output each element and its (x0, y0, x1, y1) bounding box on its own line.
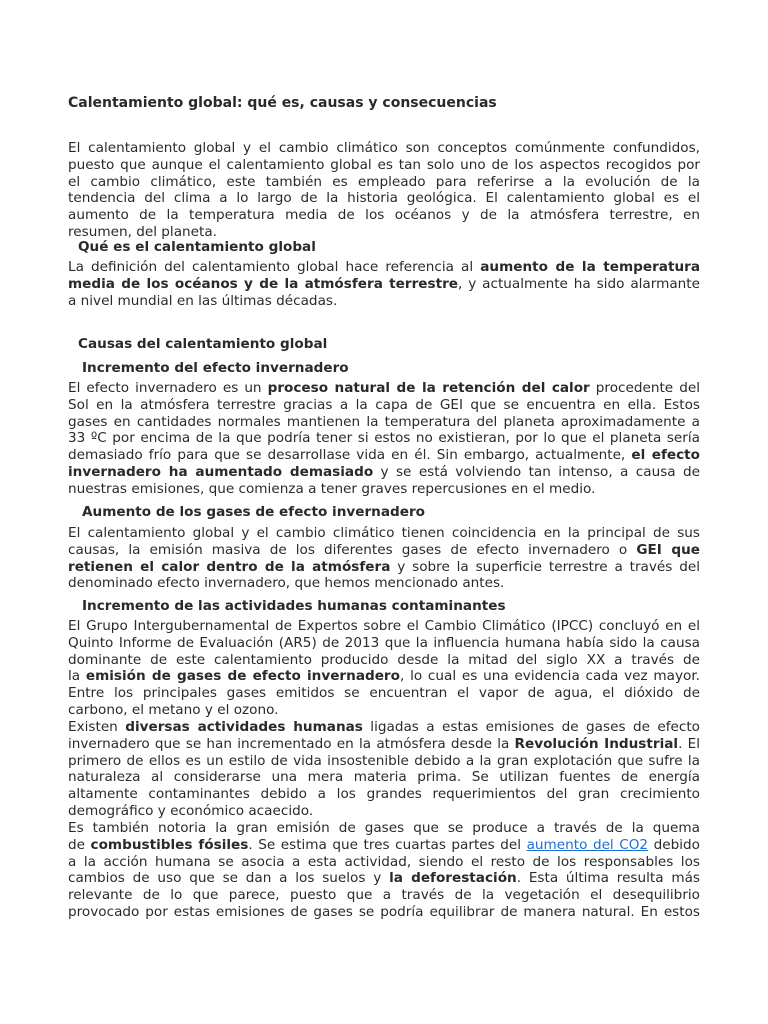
human-paragraph-3 (68, 820, 700, 921)
paragraph-line: causas, la emisión masiva de los diferentes gases de efecto invernadero o GEI que (68, 541, 700, 558)
paragraph-line: invernadero ha aumentado demasiado y se está volviendo tan intenso, a causa de (68, 463, 700, 480)
gases-paragraph (68, 525, 700, 592)
paragraph-line: La definición del calentamiento global hace referencia al aumento de la temperatura (68, 259, 700, 275)
human-paragraph-2 (68, 719, 700, 820)
paragraph-line: de combustibles fósiles. Se estima que tres cuartas partes del aumento del CO2 debido (68, 836, 700, 853)
paragraph-line: carbono, el metano y el ozono. (68, 701, 279, 718)
paragraph-line: provocado por estas emisiones de gases se podría equilibrar de manera natural. En estos (68, 903, 700, 920)
human-paragraph-1 (68, 618, 700, 719)
co2-increase-link[interactable]: aumento del CO2 (526, 836, 649, 853)
greenhouse-paragraph (68, 380, 700, 498)
what-is-paragraph (68, 259, 700, 309)
paragraph-line: invernadero que se han incrementado en la atmósfera desde la Revolución Industrial. El (68, 735, 700, 752)
paragraph-line: Sol en la atmósfera terrestre gracias a la capa de GEI que se encuentra en ella. Estos (68, 396, 700, 413)
paragraph-line: media de los océanos y de la atmósfera terrestre, y actualmente ha sido alarmante (68, 275, 700, 292)
paragraph-line: demasiado frío para que se desarrollase vida en él. Sin embargo, actualmente, el efecto (68, 447, 700, 464)
paragraph-line: El Grupo Intergubernamental de Expertos sobre el Cambio Climático (IPCC) concluyó en el (68, 618, 700, 634)
paragraph-line: retienen el calor dentro de la atmósfera y sobre la superficie terrestre a través del (68, 558, 700, 575)
paragraph-line: la emisión de gases de efecto invernadero, lo cual es una evidencia cada vez mayor. (68, 668, 700, 685)
paragraph-line: dominante de este calentamiento producido desde la mitad del siglo XX a través de (68, 651, 700, 668)
intro-line: el cambio climático, este también es empleado para referirse a la evolución de la (68, 173, 700, 190)
paragraph-line: El efecto invernadero es un proceso natural de la retención del calor procedente del (68, 380, 700, 396)
paragraph-line: Quinto Informe de Evaluación (AR5) de 2013 que la influencia humana había sido la causa (68, 634, 700, 651)
heading-gases: Aumento de los gases de efecto invernadero (82, 504, 426, 520)
paragraph-line: altamente contaminantes debido a los grandes requerimientos del gran crecimiento (68, 786, 700, 803)
heading-greenhouse: Incremento del efecto invernadero (82, 360, 349, 376)
paragraph-line: Existen diversas actividades humanas ligadas a estas emisiones de gases de efecto (68, 719, 700, 735)
intro-line: tendencia del clima a lo largo de la historia geológica. El calentamiento global es el (68, 190, 700, 207)
paragraph-line: 33 ºC por encima de la que podría tener si estos no existieran, por lo que el planeta sería (68, 430, 700, 447)
paragraph-line: gases en cantidades normales mantienen la temperatura del planeta aproximadamente a (68, 413, 700, 430)
heading-what-is: Qué es el calentamiento global (78, 239, 316, 255)
intro-line: aumento de la temperatura media de los océanos y de la atmósfera terrestre, en (68, 207, 700, 224)
paragraph-line: primero de ellos es un estilo de vida insostenible debido a la gran explotación que sufre la (68, 752, 700, 769)
paragraph-line: Entre los principales gases emitidos se encuentran el vapor de agua, el dióxido de (68, 685, 700, 702)
paragraph-line: a la acción humana se asocia a esta actividad, siendo el resto de los responsables los (68, 853, 700, 870)
paragraph-line: a nivel mundial en las últimas décadas. (68, 292, 338, 309)
heading-human-activities: Incremento de las actividades humanas contaminantes (82, 598, 506, 614)
document-title: Calentamiento global: qué es, causas y consecuencias (68, 95, 497, 111)
intro-line: puesto que aunque el calentamiento global es tan solo uno de los aspectos recogidos por (68, 156, 700, 173)
intro-line: resumen, del planeta. (68, 223, 218, 240)
heading-causes: Causas del calentamiento global (78, 336, 328, 352)
paragraph-line: nuestras emisiones, que comienza a tener graves repercusiones en el medio. (68, 480, 596, 497)
paragraph-line: relevante de lo que parece, puesto que a través de la vegetación el desequilibrio (68, 887, 700, 904)
paragraph-line: El calentamiento global y el cambio climático tienen coincidencia en la principal de sus (68, 525, 700, 541)
intro-line: El calentamiento global y el cambio climático son conceptos comúnmente confundidos, (68, 140, 700, 156)
intro-paragraph (68, 140, 700, 241)
paragraph-line: Es también notoria la gran emisión de gases que se produce a través de la quema (68, 820, 700, 836)
paragraph-line: naturaleza al considerarse una mera materia prima. Se utilizan fuentes de energía (68, 769, 700, 786)
paragraph-line: denominado efecto invernadero, que hemos mencionado antes. (68, 575, 505, 592)
paragraph-line: demográfico y económico acaecido. (68, 802, 314, 819)
paragraph-line: cambios de uso que se dan a los suelos y la deforestación. Esta última resulta más (68, 870, 700, 887)
